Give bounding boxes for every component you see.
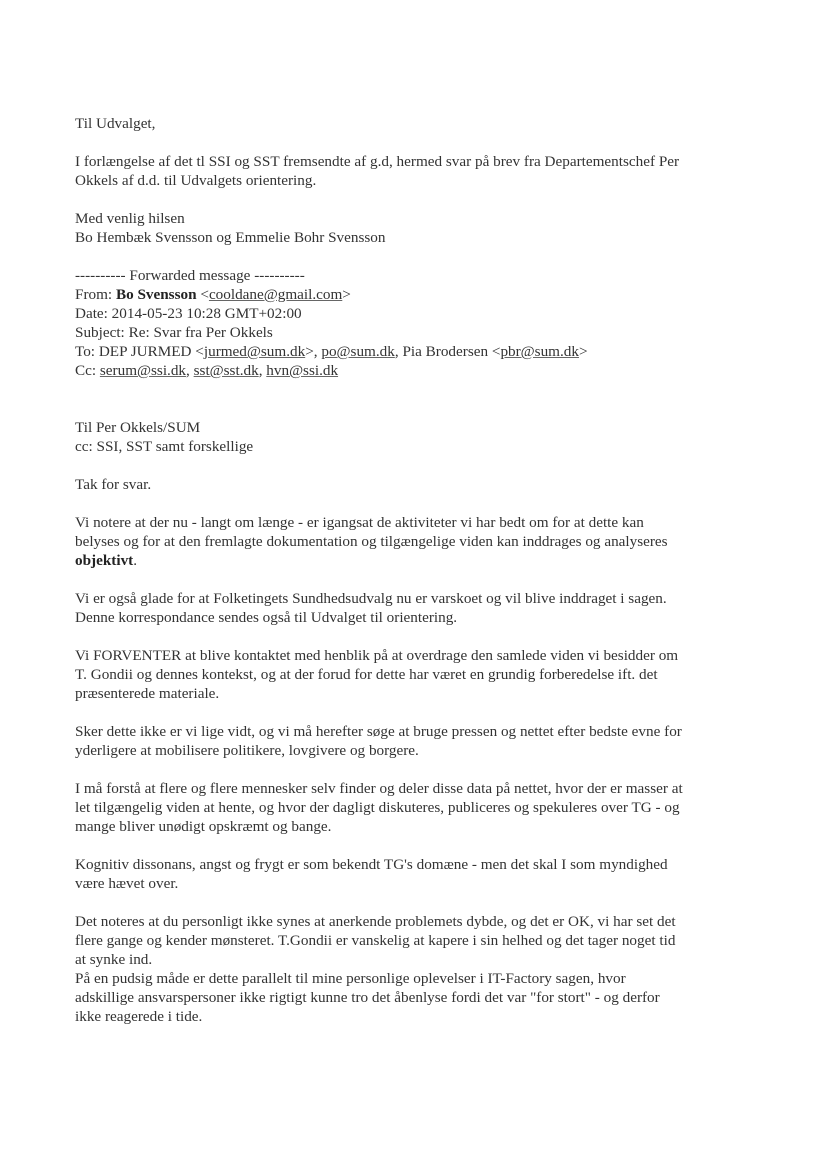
letter-body bbox=[75, 114, 775, 1026]
text-line: ikke reagerede i tide. bbox=[75, 1008, 203, 1025]
text-line: præsenterede materiale. bbox=[75, 685, 220, 702]
text-line: belyses og for at den fremlagte dokumentation og tilgængelige viden kan inddrages og analyseres bbox=[75, 533, 668, 550]
text-line: flere gange og kender mønsteret. T.Gondii er vanskelig at kapere i sin helhed og det tager noget tid bbox=[75, 932, 676, 949]
text-line: Vi er også glade for at Folketingets Sundhedsudvalg nu er varskoet og vil blive inddraget i sagen. bbox=[75, 590, 667, 607]
text-line: Kognitiv dissonans, angst og frygt er som bekendt TG's domæne - men det skal I som myndighed bbox=[75, 856, 668, 873]
text-line: cc: SSI, SST samt forskellige bbox=[75, 438, 254, 455]
intro-paragraph bbox=[75, 152, 775, 190]
text-line: I forlængelse af det tl SSI og SST fremsendte af g.d, hermed svar på brev fra Departementschef Per bbox=[75, 153, 680, 170]
from-line: From: Bo Svensson <cooldane@gmail.com> bbox=[75, 286, 351, 303]
letter-recipients bbox=[75, 418, 775, 456]
to-line: To: DEP JURMED <jurmed@sum.dk>, po@sum.dk, Pia Brodersen <pbr@sum.dk> bbox=[75, 343, 588, 360]
text-line: Denne korrespondance sendes også til Udvalget til orientering. bbox=[75, 609, 458, 626]
text-line: T. Gondii og dennes kontekst, og at der forud for dette har været en grundig forberedelse ift. det bbox=[75, 666, 658, 683]
text-line: mange bliver unødigt opskræmt og bange. bbox=[75, 818, 332, 835]
text-line: Vi FORVENTER at blive kontaktet med henblik på at overdrage den samlede viden vi besidder om bbox=[75, 647, 679, 664]
emphasis-text: objektivt bbox=[75, 552, 134, 569]
forward-separator: ---------- Forwarded message ---------- bbox=[75, 267, 305, 284]
text-line: På en pudsig måde er dette parallelt til mine personlige oplevelser i IT-Factory sagen, hvor bbox=[75, 970, 626, 987]
paragraph bbox=[75, 912, 775, 1026]
text-line: let tilgængelig viden at hente, og hvor der dagligt diskuteres, publiceres og spekuleres over TG - og bbox=[75, 799, 680, 816]
paragraph bbox=[75, 779, 775, 836]
from-email-link[interactable]: cooldane@gmail.com bbox=[208, 286, 343, 303]
paragraph bbox=[75, 855, 775, 893]
subject-line: Subject: Re: Svar fra Per Okkels bbox=[75, 324, 273, 341]
cc-email-link[interactable]: hvn@ssi.dk bbox=[266, 362, 339, 379]
date-line: Date: 2014-05-23 10:28 GMT+02:00 bbox=[75, 305, 302, 322]
text-line: være hævet over. bbox=[75, 875, 179, 892]
paragraph bbox=[75, 646, 775, 703]
text-line: objektivt. bbox=[75, 552, 138, 569]
to-name: Pia Brodersen < bbox=[402, 343, 501, 360]
cc-email-link[interactable]: sst@sst.dk bbox=[193, 362, 259, 379]
text-line: Til Per Okkels/SUM bbox=[75, 419, 201, 436]
from-label: From: bbox=[75, 286, 116, 303]
text-line: yderligere at mobilisere politikere, lovgivere og borgere. bbox=[75, 742, 419, 759]
text-line: I må forstå at flere og flere mennesker selv finder og deler disse data på nettet, hvor der er masser at bbox=[75, 780, 683, 797]
text-line: Bo Hembæk Svensson og Emmelie Bohr Svensson bbox=[75, 229, 386, 246]
from-name: Bo Svensson bbox=[115, 286, 197, 303]
to-label: To: DEP JURMED < bbox=[75, 343, 204, 360]
text-line: adskillige ansvarspersoner ikke rigtigt kunne tro det åbenlyse fordi det var "for stort" - og derfor bbox=[75, 989, 660, 1006]
to-email-link[interactable]: pbr@sum.dk bbox=[500, 343, 579, 360]
thanks-line: Tak for svar. bbox=[75, 476, 152, 493]
paragraph bbox=[75, 722, 775, 760]
text-line: Det noteres at du personligt ikke synes at anerkende problemets dybde, og det er OK, vi har set det bbox=[75, 913, 676, 930]
cc-label: Cc: bbox=[75, 362, 100, 379]
paragraph bbox=[75, 589, 775, 627]
text-line: Okkels af d.d. til Udvalgets orientering. bbox=[75, 172, 317, 189]
cc-email-link[interactable]: serum@ssi.dk bbox=[99, 362, 187, 379]
to-email-link[interactable]: jurmed@sum.dk bbox=[203, 343, 306, 360]
signoff bbox=[75, 209, 775, 247]
to-email-link[interactable]: po@sum.dk bbox=[321, 343, 395, 360]
text-line: Vi notere at der nu - langt om længe - er igangsat de aktiviteter vi har bedt om for at dette kan bbox=[75, 514, 644, 531]
forwarded-header bbox=[75, 266, 775, 380]
text-line: Sker dette ikke er vi lige vidt, og vi må herefter søge at bruge pressen og nettet efter bedste evne for bbox=[75, 723, 682, 740]
text-line: at synke ind. bbox=[75, 951, 153, 968]
cc-line: Cc: serum@ssi.dk, sst@sst.dk, hvn@ssi.dk bbox=[75, 362, 339, 379]
greeting: Til Udvalget, bbox=[75, 115, 156, 132]
paragraph bbox=[75, 513, 775, 570]
text-line: Med venlig hilsen bbox=[75, 210, 185, 227]
